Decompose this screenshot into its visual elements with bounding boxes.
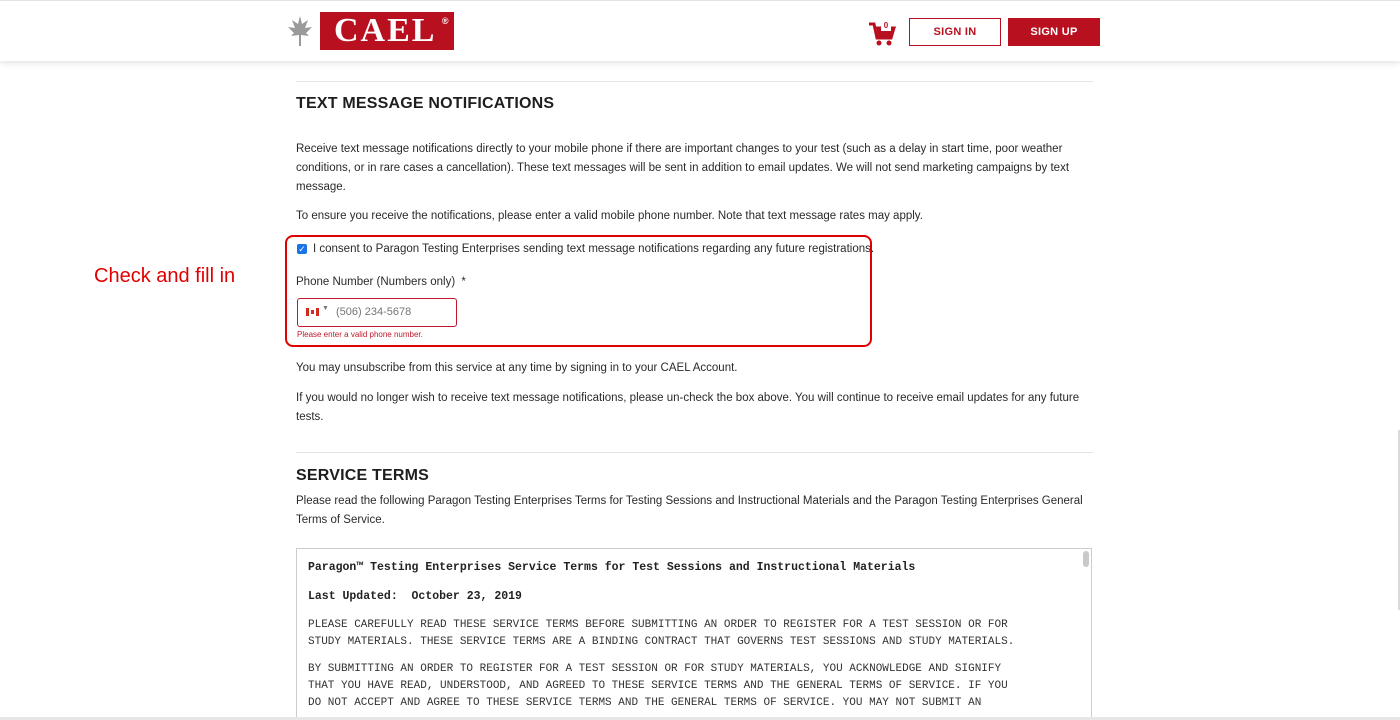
annotation-label: Check and fill in [94, 265, 236, 287]
uncheck-info-line: If you would no longer wish to receive text message notifications, please un-check the box above. You will continue to receive email updates for any future [296, 392, 1080, 404]
text-notifications-heading: TEXT MESSAGE NOTIFICATIONS [296, 95, 555, 112]
notifications-intro-line: conditions, or in rare cases a cancellation). These text messages will be sent in addition to email updates. We will not send marketing campaigns by text [296, 162, 1070, 174]
consent-checkbox[interactable]: ✓ [298, 244, 306, 254]
uncheck-info-line: tests. [296, 411, 324, 423]
required-asterisk: * [461, 276, 466, 288]
registered-mark: ® [441, 16, 449, 26]
cael-logo[interactable] [286, 12, 454, 50]
logo-text: CAEL [334, 12, 437, 49]
terms-title: Paragon™ Testing Enterprises Service Terms for Test Sessions and Instructional Materials [308, 561, 916, 574]
consent-label: I consent to Paragon Testing Enterprises sending text message notifications regarding any future registrations. [313, 243, 875, 255]
sign-up-button[interactable]: SIGN UP [1008, 18, 1100, 46]
notifications-intro-line: message. [296, 181, 346, 193]
sign-in-button[interactable]: SIGN IN [909, 18, 1001, 46]
section-divider [296, 81, 1093, 82]
terms-paragraph-line: STUDY MATERIALS. THESE SERVICE TERMS ARE A BINDING CONTRACT THAT GOVERNS TEST SESSIONS AND STUDY MATERIALS. [308, 636, 1015, 648]
logo-wordmark [320, 12, 454, 50]
country-dropdown-caret-icon[interactable]: ▼ [322, 305, 329, 312]
section-divider [296, 452, 1093, 453]
service-terms-scroll-box[interactable] [296, 548, 1092, 720]
terms-paragraph-line: PLEASE CAREFULLY READ THESE SERVICE TERMS BEFORE SUBMITTING AN ORDER TO REGISTER FOR A TEST SESSION OR FOR [308, 619, 1008, 631]
phone-error-message: Please enter a valid phone number. [297, 330, 423, 339]
terms-paragraph-line: DO NOT ACCEPT AND AGREE TO THESE SERVICE TERMS AND THE GENERAL TERMS OF SERVICE. YOU MAY NOT SUBMIT AN [308, 697, 982, 709]
terms-paragraph-line: BY SUBMITTING AN ORDER TO REGISTER FOR A TEST SESSION OR FOR STUDY MATERIALS, YOU ACKNOWLEDGE AND SIGNIFY [308, 663, 1002, 675]
maple-leaf-icon [286, 14, 314, 48]
terms-scrollbar[interactable] [1083, 551, 1089, 567]
site-header [0, 0, 1400, 61]
unsubscribe-text: You may unsubscribe from this service at any time by signing in to your CAEL Account. [296, 362, 738, 374]
service-terms-intro-line: Terms of Service. [296, 514, 385, 526]
service-terms-heading: SERVICE TERMS [296, 467, 429, 484]
terms-last-updated: Last Updated: October 23, 2019 [308, 590, 522, 603]
annotation-highlight-box [285, 235, 875, 347]
cart-count-badge: 0 [881, 21, 891, 31]
phone-label-text: Phone Number (Numbers only) [296, 276, 456, 288]
ensure-valid-number-text: To ensure you receive the notifications, please enter a valid mobile phone number. Note that text message rates may apply. [296, 210, 923, 222]
service-terms-intro-line: Please read the following Paragon Testing Enterprises Terms for Testing Sessions and Instructional Materials and the Paragon Testing Enterprises General [296, 495, 1083, 507]
terms-paragraph-line: THAT YOU HAVE READ, UNDERSTOOD, AND AGREED TO THESE SERVICE TERMS AND THE GENERAL TERMS OF SERVICE. IF YOU [308, 680, 1008, 692]
notifications-intro-line: Receive text message notifications directly to your mobile phone if there are important changes to your test (such as a delay in start time, poor weather [296, 143, 1063, 155]
